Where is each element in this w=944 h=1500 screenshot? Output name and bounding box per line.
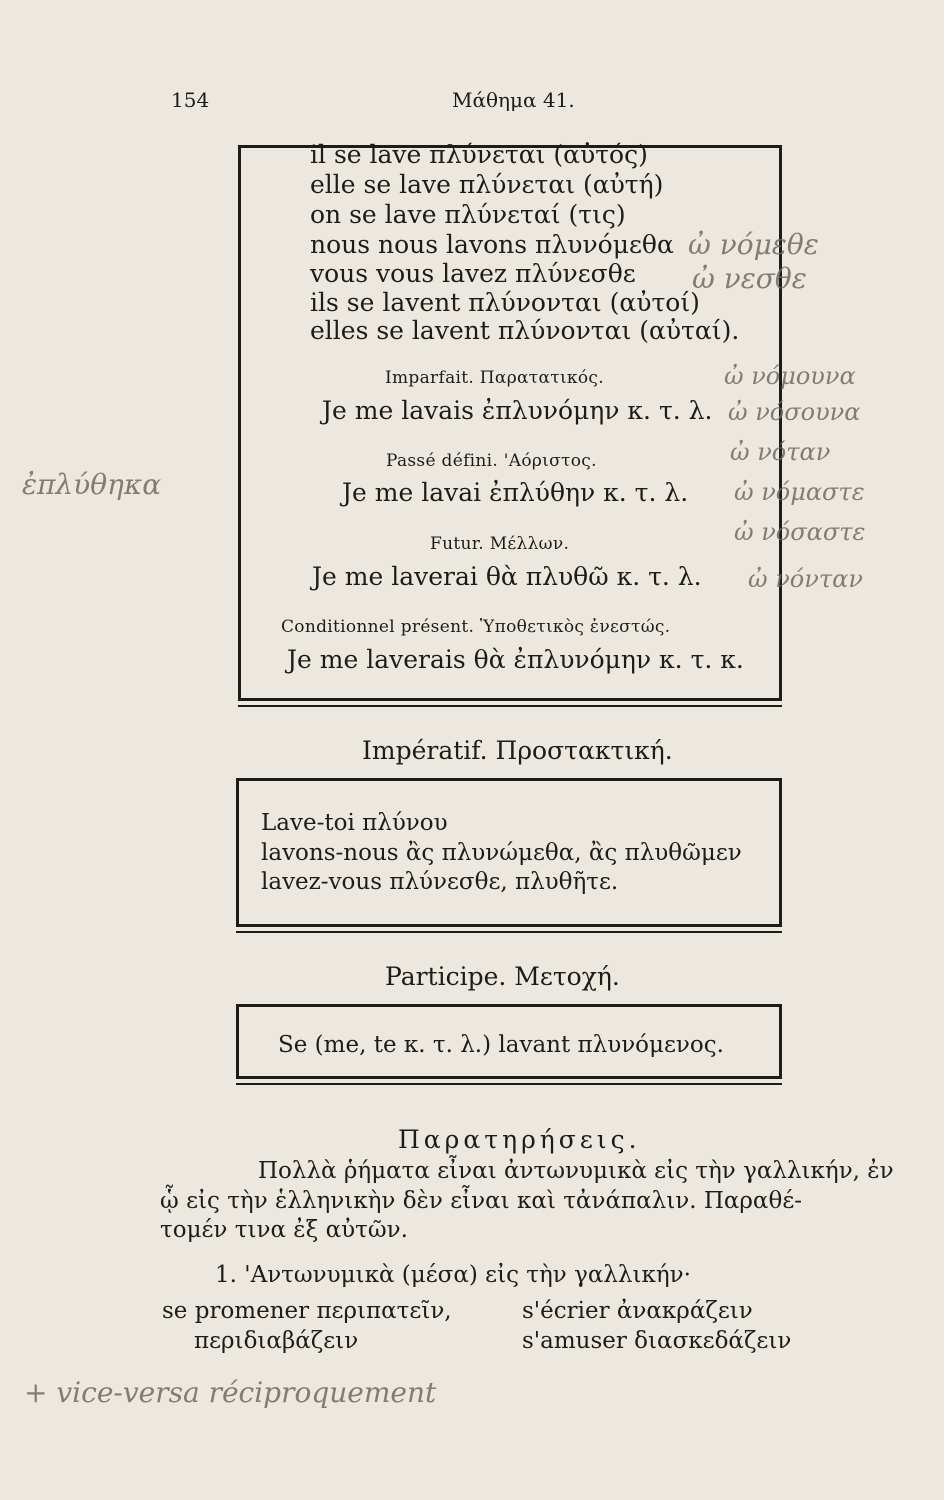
remarks-paragraph-line: ᾧ εἰς τὴν ἑλληνικὴν δὲν εἶναι καὶ τἀνάπαλιν. Παραθέ- — [160, 1188, 803, 1214]
tense-example: Je me laverais θὰ ἐπλυνόμην κ. τ. κ. — [287, 645, 744, 674]
handwritten-note: ὠ νόταν — [730, 438, 831, 466]
imperative-line: lavez-vous πλύνεσθε, πλυθῆτε. — [261, 869, 619, 895]
participle-line: Se (me, te κ. τ. λ.) lavant πλυνόμενος. — [278, 1032, 724, 1058]
handwritten-note: ὠ νόμεθε — [688, 228, 819, 261]
conjugation-line: ils se lavent πλύνονται (αὐτοί) — [310, 288, 700, 317]
imperative-line: Lave-toi πλύνου — [261, 810, 448, 836]
handwritten-note: ὠ νόσουνα — [728, 398, 861, 426]
imperative-line: lavons-nous ἂς πλυνώμεθα, ἂς πλυθῶμεν — [261, 840, 742, 866]
conjugation-line: vous vous lavez πλύνεσθε — [310, 259, 636, 288]
verb-pair-left: περιδιαβάζειν — [194, 1328, 359, 1354]
tense-heading: Futur. Μέλλων. — [430, 534, 570, 554]
tense-example: Je me lavai ἐπλύθην κ. τ. λ. — [342, 478, 689, 507]
handwritten-note: ὠ νόμουνα — [724, 362, 856, 390]
remarks-item-heading: 1. 'Αντωνυμικὰ (μέσα) εἰς τὴν γαλλικήν· — [215, 1262, 691, 1288]
tense-heading: Imparfait. Παρατατικός. — [385, 368, 604, 388]
handwritten-note: ἐπλύθηκα — [22, 468, 162, 501]
conjugation-line: elles se lavent πλύνονται (αὐταί). — [310, 316, 740, 345]
handwritten-note: + vice-versa réciproquement — [24, 1376, 437, 1409]
conjugation-line: elle se lave πλύνεται (αὐτή) — [310, 170, 664, 199]
conjugation-line: nous nous lavons πλυνόμεθα — [310, 230, 674, 259]
handwritten-note: ὠ νόμαστε — [734, 478, 865, 506]
remarks-paragraph-line: τομέν τινα ἐξ αὐτῶν. — [160, 1217, 408, 1243]
running-title: Μάθημα 41. — [452, 88, 575, 112]
handwritten-note: ὠ νεσθε — [692, 262, 807, 295]
imperative-title: Impératif. Προστακτική. — [362, 736, 673, 765]
remarks-paragraph-line: Πολλὰ ῥήματα εἶναι ἀντωνυμικὰ εἰς τὴν γαλλικήν, ἐν — [258, 1158, 894, 1184]
verb-pair-right: s'amuser διασκεδάζειν — [522, 1328, 792, 1354]
participle-title: Participe. Μετοχή. — [385, 962, 620, 991]
verb-pair-right: s'écrier ἀνακράζειν — [522, 1298, 753, 1324]
tense-heading: Conditionnel présent. Ὑποθετικὸς ἐνεστώς. — [281, 617, 671, 637]
remarks-title: Παρατηρήσεις. — [398, 1125, 641, 1154]
verb-pair-left: se promener περιπατεῖν, — [162, 1298, 452, 1324]
conjugation-line: il se lave πλύνεται (αὐτός) — [310, 140, 648, 169]
handwritten-note: ὠ νόσαστε — [734, 518, 866, 546]
handwritten-note: ὠ νόνταν — [748, 565, 863, 593]
tense-heading: Passé défini. 'Αόριστος. — [386, 451, 597, 471]
tense-example: Je me laverai θὰ πλυθῶ κ. τ. λ. — [312, 562, 702, 591]
tense-example: Je me lavais ἐπλυνόμην κ. τ. λ. — [322, 396, 713, 425]
page-number: 154 — [171, 88, 210, 112]
conjugation-line: on se lave πλύνεταί (τις) — [310, 200, 626, 229]
